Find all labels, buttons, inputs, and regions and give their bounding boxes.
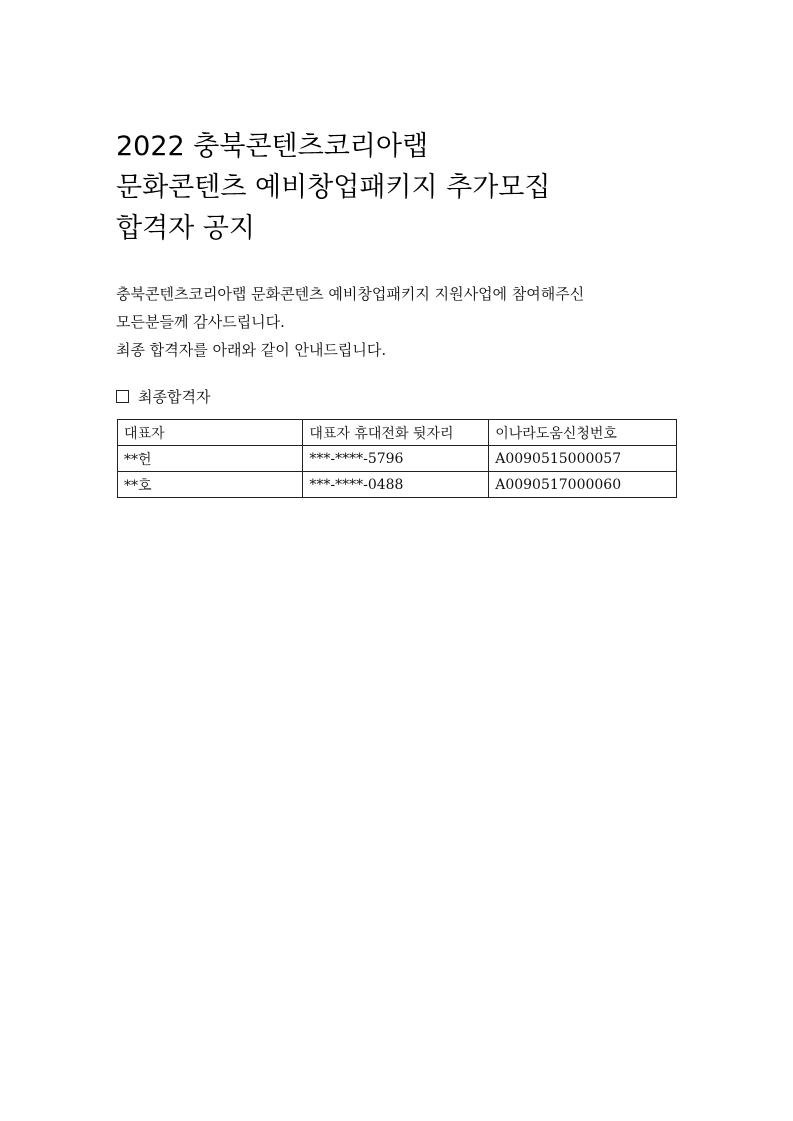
- intro-paragraph: [116, 280, 696, 364]
- intro-line-3: 최종 합격자를 아래와 같이 안내드립니다.: [116, 341, 387, 359]
- title-line-3: 합격자 공지: [116, 213, 255, 244]
- title-line-2: 문화콘텐츠 예비창업패키지 추가모집: [116, 172, 551, 203]
- cell-application-number: A0090517000060: [489, 472, 677, 498]
- checkbox-square-icon: [116, 390, 129, 403]
- header-application-number: 이나라도움신청번호: [489, 420, 677, 446]
- cell-representative: **호: [118, 472, 303, 498]
- results-table: [117, 419, 677, 498]
- table-row: [118, 446, 677, 472]
- intro-line-1: 충북콘텐츠코리아랩 문화콘텐츠 예비창업패키지 지원사업에 참여해주신: [116, 285, 585, 303]
- table-row: [118, 472, 677, 498]
- intro-line-2: 모든분들께 감사드립니다.: [116, 313, 285, 331]
- cell-application-number: A0090515000057: [489, 446, 677, 472]
- table-header-row: [118, 420, 677, 446]
- cell-representative: **헌: [118, 446, 303, 472]
- title-line-1: 2022 충북콘텐츠코리아랩: [116, 131, 429, 162]
- section-label-text: 최종합격자: [138, 388, 211, 406]
- header-phone-suffix: 대표자 휴대전화 뒷자리: [303, 420, 489, 446]
- cell-phone-suffix: ***-****-0488: [303, 472, 489, 498]
- cell-phone-suffix: ***-****-5796: [303, 446, 489, 472]
- header-representative: 대표자: [118, 420, 303, 446]
- section-heading: [116, 384, 210, 410]
- notice-title: [116, 126, 550, 249]
